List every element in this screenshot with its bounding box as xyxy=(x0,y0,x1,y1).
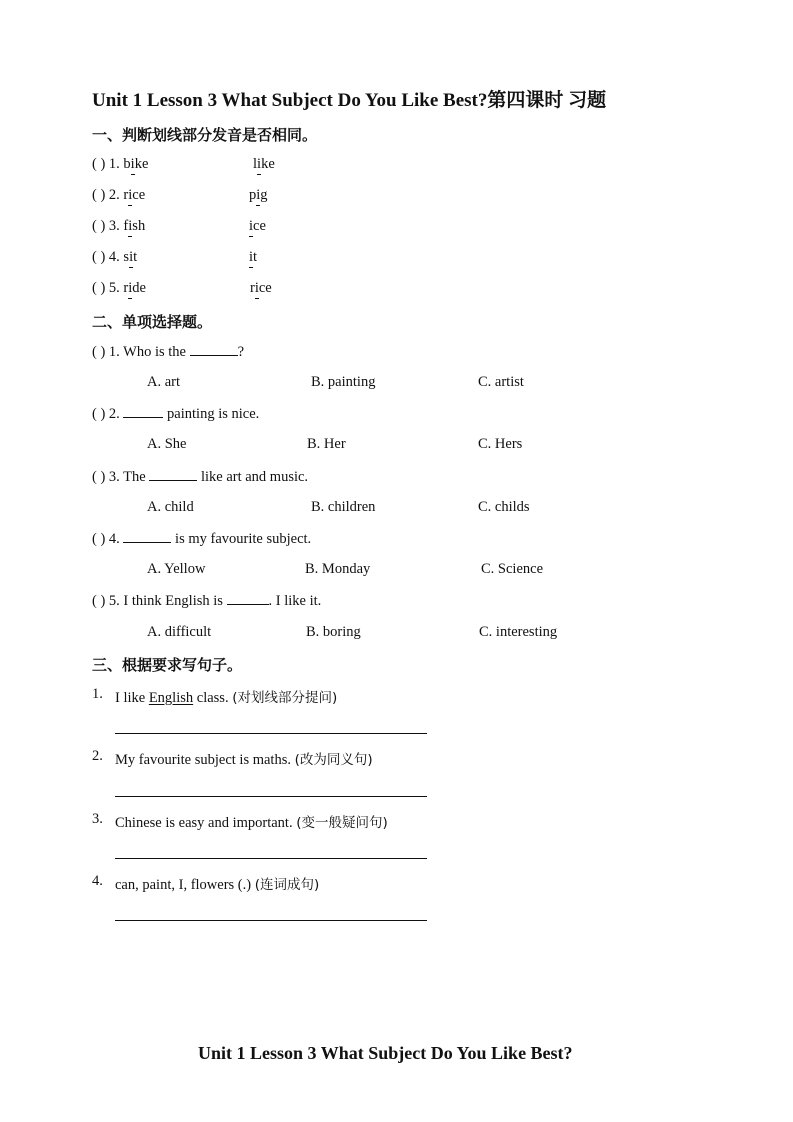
answer-parentheses[interactable]: ( ) xyxy=(92,218,106,234)
item-number: 4. xyxy=(108,249,120,265)
option-b[interactable]: B. painting xyxy=(311,374,376,390)
option-c[interactable]: C. childs xyxy=(478,499,530,515)
list-item xyxy=(92,249,137,266)
word-1: sit xyxy=(123,249,138,265)
word-1: rice xyxy=(123,187,146,203)
item-number: 3. xyxy=(92,811,103,827)
section-2-heading: 二、单项选择题。 xyxy=(92,313,213,331)
option-c[interactable]: C. interesting xyxy=(479,624,558,640)
answer-line[interactable] xyxy=(115,920,427,921)
answer-parentheses[interactable]: ( ) xyxy=(92,531,106,547)
answer-parentheses[interactable]: ( ) xyxy=(92,593,106,609)
word-2: like xyxy=(253,156,275,172)
answer-parentheses[interactable]: ( ) xyxy=(92,406,106,422)
section-3-heading: 三、根据要求写句子。 xyxy=(92,656,243,674)
answer-blank[interactable] xyxy=(190,343,238,356)
option-c[interactable]: C. Hers xyxy=(478,436,523,452)
footer-title: Unit 1 Lesson 3 What Subject Do You Like Best? xyxy=(198,1043,573,1063)
answer-blank[interactable] xyxy=(149,468,197,481)
word-2: rice xyxy=(250,280,272,296)
list-item xyxy=(92,187,145,204)
sentence-prompt: My favourite subject is maths. (改为同义句) xyxy=(115,752,373,768)
answer-line[interactable] xyxy=(115,733,427,734)
option-b[interactable]: B. children xyxy=(311,499,376,515)
question-stem: ( ) 2. painting is nice. xyxy=(92,406,260,422)
question-stem: ( ) 4. is my favourite subject. xyxy=(92,531,312,547)
section-1-heading: 一、判断划线部分发音是否相同。 xyxy=(92,126,318,144)
item-number: 2. xyxy=(108,187,120,203)
answer-line[interactable] xyxy=(115,796,427,797)
option-c[interactable]: C. Science xyxy=(481,561,544,577)
word-2: it xyxy=(249,249,258,265)
option-a[interactable]: A. child xyxy=(147,499,194,515)
item-number: 1. xyxy=(92,686,103,702)
item-number: 1. xyxy=(108,156,120,172)
item-number: 3. xyxy=(108,218,120,234)
option-a[interactable]: A. Yellow xyxy=(147,561,206,577)
option-a[interactable]: A. She xyxy=(147,436,187,452)
list-item xyxy=(92,156,148,173)
answer-blank[interactable] xyxy=(123,405,163,418)
answer-blank[interactable] xyxy=(123,530,171,543)
list-item xyxy=(92,280,146,297)
option-a[interactable]: A. art xyxy=(147,374,181,390)
item-number: 2. xyxy=(92,748,103,764)
sentence-prompt: can, paint, I, flowers (.) (连词成句) xyxy=(115,877,320,893)
word-2: pig xyxy=(249,187,268,203)
sentence-prompt: Chinese is easy and important. (变一般疑问句) xyxy=(115,815,388,831)
question-stem: ( ) 1. Who is the ? xyxy=(92,344,245,360)
question-stem: ( ) 3. The like art and music. xyxy=(92,469,309,485)
underlined-word: English xyxy=(148,690,194,706)
answer-line[interactable] xyxy=(115,858,427,859)
option-c[interactable]: C. artist xyxy=(478,374,524,390)
option-b[interactable]: B. Her xyxy=(307,436,346,452)
word-1: ride xyxy=(123,280,146,296)
list-item xyxy=(92,218,145,235)
word-1: fish xyxy=(123,218,146,234)
sentence-prompt: I like English class. (对划线部分提问) xyxy=(115,690,338,706)
answer-parentheses[interactable]: ( ) xyxy=(92,280,106,296)
instruction-note: (对划线部分提问) xyxy=(232,690,338,706)
question-stem: ( ) 5. I think English is . I like it. xyxy=(92,593,322,609)
instruction-note: (变一般疑问句) xyxy=(296,815,388,831)
answer-parentheses[interactable]: ( ) xyxy=(92,249,106,265)
option-a[interactable]: A. difficult xyxy=(147,624,212,640)
instruction-note: (改为同义句) xyxy=(294,752,373,768)
word-1: bike xyxy=(123,156,149,172)
option-b[interactable]: B. boring xyxy=(306,624,361,640)
answer-parentheses[interactable]: ( ) xyxy=(92,469,106,485)
word-2: ice xyxy=(249,218,266,234)
answer-parentheses[interactable]: ( ) xyxy=(92,187,106,203)
instruction-note: (连词成句) xyxy=(254,877,320,893)
answer-parentheses[interactable]: ( ) xyxy=(92,344,106,360)
item-number: 4. xyxy=(92,873,103,889)
option-b[interactable]: B. Monday xyxy=(305,561,371,577)
page-title: Unit 1 Lesson 3 What Subject Do You Like Best?第四课时 习题 xyxy=(92,90,607,111)
answer-parentheses[interactable]: ( ) xyxy=(92,156,106,172)
answer-blank[interactable] xyxy=(227,592,269,605)
item-number: 5. xyxy=(108,280,120,296)
